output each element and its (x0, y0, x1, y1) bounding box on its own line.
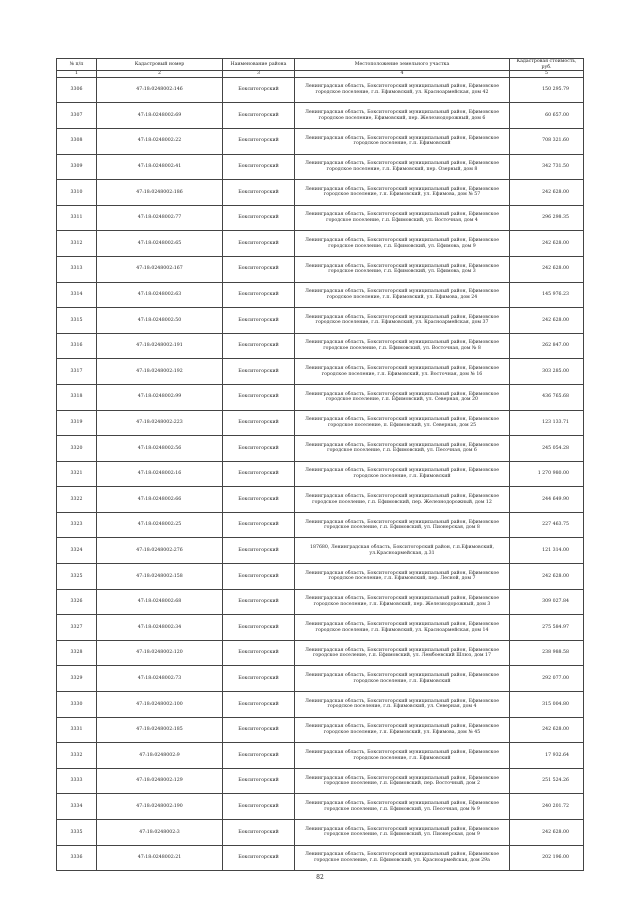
row-number-cell: 3323 (57, 512, 97, 538)
cadastral-number-cell: 47:18:0248002:3 (97, 820, 223, 846)
cadastral-number-cell: 47:18:0248002:63 (97, 282, 223, 308)
index-cell: 2 (97, 71, 223, 78)
cadastral-cost-cell: 708 321.60 (510, 128, 584, 154)
cadastral-cost-cell: 242 628.00 (510, 820, 584, 846)
cadastral-cost-cell: 17 932.64 (510, 743, 584, 769)
cadastral-cost-cell: 309 027.84 (510, 589, 584, 615)
district-cell: Бокситогорский (223, 308, 295, 334)
table-row (57, 205, 584, 231)
cadastral-cost-cell: 227 463.75 (510, 512, 584, 538)
table-row (57, 77, 584, 103)
cadastral-cost-cell: 145 976.23 (510, 282, 584, 308)
location-cell: Ленинградская область, Бокситогорский муниципальный район, Ефимовское городское поселение, г.п. Ефимовский, ул. Ефимова, дом 3 (295, 256, 510, 282)
cadastral-number-cell: 47:18:0248002:158 (97, 564, 223, 590)
location-cell: Ленинградская область, Бокситогорский муниципальный район, Ефимовское городское поселение, г.п. Ефимовский, пер. Озерный, дом 8 (295, 154, 510, 180)
location-cell: Ленинградская область, Бокситогорский муниципальный район, Ефимовское городское поселение, г.п. Ефимовский, ул. Северная, дом 20 (295, 384, 510, 410)
district-cell: Бокситогорский (223, 103, 295, 129)
cadastral-number-cell: 47:18:0248002:223 (97, 410, 223, 436)
table-row (57, 717, 584, 743)
district-cell: Бокситогорский (223, 794, 295, 820)
cadastral-number-cell: 47:18:0248002:66 (97, 487, 223, 513)
cadastral-number-cell: 47:18:0248002:120 (97, 640, 223, 666)
table-row (57, 333, 584, 359)
cadastral-number-cell: 47:18:0248002:100 (97, 692, 223, 718)
header-cell: Кадастровая стоимость, руб. (510, 59, 584, 71)
district-cell: Бокситогорский (223, 717, 295, 743)
cadastral-number-cell: 47:18:0248002:185 (97, 717, 223, 743)
cadastral-number-cell: 47:18:0248002:68 (97, 589, 223, 615)
cadastral-cost-cell: 315 004.80 (510, 692, 584, 718)
row-number-cell: 3316 (57, 333, 97, 359)
location-cell: Ленинградская область, Бокситогорский муниципальный район, Ефимовское городское поселение, г.п. Ефимовский, ул. Ефимова, дом 24 (295, 282, 510, 308)
index-cell: 4 (295, 71, 510, 78)
location-cell: Ленинградская область, Бокситогорский муниципальный район, Ефимовское городское поселение, г.п. Ефимовский, ул. Красноармейская, дом 37 (295, 308, 510, 334)
cadastral-cost-cell: 123 133.71 (510, 410, 584, 436)
row-number-cell: 3318 (57, 384, 97, 410)
district-cell: Бокситогорский (223, 487, 295, 513)
location-cell: Ленинградская область, Бокситогорский муниципальный район, Ефимовское городское поселение, г.п. Ефимовский (295, 461, 510, 487)
table-row (57, 359, 584, 385)
location-cell: Ленинградская область, Бокситогорский муниципальный район, Ефимовское городское поселение, г.п. Ефимовский, ул. Пионерская, дом 9 (295, 820, 510, 846)
cadastral-cost-cell: 238 988.58 (510, 640, 584, 666)
table-row (57, 282, 584, 308)
page-number: 82 (316, 874, 324, 881)
cadastral-number-cell: 47:18:0248002:129 (97, 768, 223, 794)
district-cell: Бокситогорский (223, 436, 295, 462)
row-number-cell: 3310 (57, 180, 97, 206)
table-row (57, 410, 584, 436)
row-number-cell: 3315 (57, 308, 97, 334)
district-cell: Бокситогорский (223, 768, 295, 794)
cadastral-number-cell: 47:18:0248002:77 (97, 205, 223, 231)
index-cell: 1 (57, 71, 97, 78)
location-cell: Ленинградская область, Бокситогорский муниципальный район, Ефимовское городское поселение, г.п. Ефимовский, ул. Восточная, дом № 16 (295, 359, 510, 385)
cadastral-number-cell: 47:18:0248002:192 (97, 359, 223, 385)
district-cell: Бокситогорский (223, 205, 295, 231)
location-cell: Ленинградская область, Бокситогорский муниципальный район, Ефимовское городское поселение, г.п. Ефимовский, ул. Северная, дом 4 (295, 692, 510, 718)
location-cell: 187680, Ленинградская область, Бокситогорский район, г.п.Ефимовский, ул.Красноармейская, д.31 (295, 538, 510, 564)
location-cell: Ленинградская область, Бокситогорский муниципальный район, Ефимовское городское поселение, г.п. Ефимовский, ул. Красноармейская, дом 14 (295, 615, 510, 641)
location-cell: Ленинградская область, Бокситогорский муниципальный район, Ефимовское городское поселение, г.п. Ефимовский, ул. Восточная, дом 4 (295, 205, 510, 231)
district-cell: Бокситогорский (223, 589, 295, 615)
cadastral-number-cell: 47:18:0248002:167 (97, 256, 223, 282)
district-cell: Бокситогорский (223, 615, 295, 641)
table-row (57, 615, 584, 641)
cadastral-cost-cell: 251 524.26 (510, 768, 584, 794)
district-cell: Бокситогорский (223, 820, 295, 846)
table-row (57, 820, 584, 846)
district-cell: Бокситогорский (223, 77, 295, 103)
row-number-cell: 3308 (57, 128, 97, 154)
cadastral-cost-cell: 244 649.90 (510, 487, 584, 513)
row-number-cell: 3311 (57, 205, 97, 231)
table-row (57, 743, 584, 769)
table-row (57, 692, 584, 718)
row-number-cell: 3331 (57, 717, 97, 743)
table-row (57, 461, 584, 487)
row-number-cell: 3327 (57, 615, 97, 641)
cadastral-number-cell: 47:18:0248002:16 (97, 461, 223, 487)
location-cell: Ленинградская область, Бокситогорский муниципальный район, Ефимовское городское поселение, п. Ефимовский, ул. Северная, дом 25 (295, 410, 510, 436)
district-cell: Бокситогорский (223, 410, 295, 436)
location-cell: Ленинградская область, Бокситогорский муниципальный район, Ефимовское городское поселение, г.п. Ефимовский, ул. Ефимова, дом 9 (295, 231, 510, 257)
cadastral-number-cell: 47:18:0248002:190 (97, 794, 223, 820)
cadastral-cost-cell: 275 584.97 (510, 615, 584, 641)
cadastral-cost-cell: 242 628.00 (510, 180, 584, 206)
cadastral-cost-cell: 121 314.00 (510, 538, 584, 564)
table-row (57, 640, 584, 666)
district-cell: Бокситогорский (223, 180, 295, 206)
table-row (57, 128, 584, 154)
row-number-cell: 3332 (57, 743, 97, 769)
district-cell: Бокситогорский (223, 640, 295, 666)
cadastral-cost-cell: 262 847.00 (510, 333, 584, 359)
header-cell: № п/п (57, 59, 97, 71)
index-row (57, 71, 584, 78)
district-cell: Бокситогорский (223, 128, 295, 154)
cadastral-cost-cell: 242 628.00 (510, 564, 584, 590)
location-cell: Ленинградская область, Бокситогорский муниципальный район, Ефимовское городское поселение, г.п. Ефимовский, ул. Песочная, дом № 9 (295, 794, 510, 820)
table-row (57, 436, 584, 462)
cadastral-cost-cell: 342 731.50 (510, 154, 584, 180)
location-cell: Ленинградская область, Бокситогорский муниципальный район, Ефимовское городское поселение, г.п. Ефимовский, ул. Красноармейская, дом 42 (295, 77, 510, 103)
row-number-cell: 3309 (57, 154, 97, 180)
row-number-cell: 3335 (57, 820, 97, 846)
table-row (57, 768, 584, 794)
location-cell: Ленинградская область, Бокситогорский муниципальный район, Ефимовское городское поселение, г.п. Ефимовский, ул. Лембоевский Шлюз, дом 17 (295, 640, 510, 666)
location-cell: Ленинградская область, Бокситогорский муниципальный район, Ефимовское городское поселение, г.п. Ефимовский (295, 128, 510, 154)
table-row (57, 103, 584, 129)
cadastral-number-cell: 47:18:0248002:50 (97, 308, 223, 334)
cadastral-number-cell: 47:18:0248002:69 (97, 103, 223, 129)
header-row (57, 59, 584, 71)
cadastral-cost-cell: 245 054.28 (510, 436, 584, 462)
row-number-cell: 3333 (57, 768, 97, 794)
cadastral-number-cell: 47:18:0248002:276 (97, 538, 223, 564)
row-number-cell: 3336 (57, 845, 97, 871)
header-cell: Местоположение земельного участка (295, 59, 510, 71)
cadastral-number-cell: 47:18:0248002:22 (97, 128, 223, 154)
location-cell: Ленинградская область, Бокситогорский муниципальный район, Ефимовское городское поселение, г.п. Ефимовский, пер. Восточный, дом 2 (295, 768, 510, 794)
cadastral-number-cell: 47:18:0248002:186 (97, 180, 223, 206)
location-cell: Ленинградская область, Бокситогорский муниципальный район, Ефимовское городское поселение, г.п. Ефимовский, пер. Лесной, дом 7 (295, 564, 510, 590)
row-number-cell: 3322 (57, 487, 97, 513)
district-cell: Бокситогорский (223, 538, 295, 564)
cadastral-table (56, 58, 584, 871)
cadastral-number-cell: 47:18:0248002:34 (97, 615, 223, 641)
cadastral-number-cell: 47:18:0248002:99 (97, 384, 223, 410)
cadastral-number-cell: 47:18:0248002:9 (97, 743, 223, 769)
row-number-cell: 3314 (57, 282, 97, 308)
table-row (57, 589, 584, 615)
table-row (57, 845, 584, 871)
row-number-cell: 3306 (57, 77, 97, 103)
table-row (57, 538, 584, 564)
index-cell: 5 (510, 71, 584, 78)
district-cell: Бокситогорский (223, 256, 295, 282)
table-row (57, 794, 584, 820)
cadastral-cost-cell: 202 196.00 (510, 845, 584, 871)
location-cell: Ленинградская область, Бокситогорский муниципальный район, Ефимовское городское поселение, г.п. Ефимовский, пер. Железнодорожный, дом 12 (295, 487, 510, 513)
row-number-cell: 3312 (57, 231, 97, 257)
location-cell: Ленинградская область, Бокситогорский муниципальный район, Ефимовское городское поселение, г.п. Ефимовский, ул. Пионерская, дом 8 (295, 512, 510, 538)
cadastral-cost-cell: 242 628.00 (510, 717, 584, 743)
cadastral-cost-cell: 436 765.68 (510, 384, 584, 410)
row-number-cell: 3320 (57, 436, 97, 462)
table-row (57, 180, 584, 206)
cadastral-cost-cell: 60 657.00 (510, 103, 584, 129)
cadastral-cost-cell: 242 628.00 (510, 308, 584, 334)
district-cell: Бокситогорский (223, 461, 295, 487)
cadastral-number-cell: 47:18:0248002:41 (97, 154, 223, 180)
district-cell: Бокситогорский (223, 666, 295, 692)
district-cell: Бокситогорский (223, 692, 295, 718)
row-number-cell: 3330 (57, 692, 97, 718)
table-row (57, 308, 584, 334)
district-cell: Бокситогорский (223, 564, 295, 590)
cadastral-cost-cell: 303 285.00 (510, 359, 584, 385)
cadastral-cost-cell: 296 298.35 (510, 205, 584, 231)
header-cell: Наименование района (223, 59, 295, 71)
row-number-cell: 3319 (57, 410, 97, 436)
table-row (57, 666, 584, 692)
location-cell: Ленинградская область, Бокситогорский муниципальный район, Ефимовское городское поселение, г.п. Ефимовский, ул. Песочная, дом 6 (295, 436, 510, 462)
table-row (57, 384, 584, 410)
cadastral-cost-cell: 1 270 980.00 (510, 461, 584, 487)
cadastral-number-cell: 47:18:0248002:191 (97, 333, 223, 359)
cadastral-cost-cell: 242 628.00 (510, 231, 584, 257)
row-number-cell: 3317 (57, 359, 97, 385)
row-number-cell: 3329 (57, 666, 97, 692)
district-cell: Бокситогорский (223, 743, 295, 769)
table-row (57, 256, 584, 282)
district-cell: Бокситогорский (223, 845, 295, 871)
district-cell: Бокситогорский (223, 384, 295, 410)
row-number-cell: 3321 (57, 461, 97, 487)
cadastral-number-cell: 47:18:0248002:73 (97, 666, 223, 692)
cadastral-cost-cell: 242 628.00 (510, 256, 584, 282)
location-cell: Ленинградская область, Бокситогорский муниципальный район, Ефимовское городское поселение, г.п. Ефимовский (295, 666, 510, 692)
district-cell: Бокситогорский (223, 231, 295, 257)
cadastral-number-cell: 47:18:0248002:21 (97, 845, 223, 871)
cadastral-number-cell: 47:18:0248002:25 (97, 512, 223, 538)
document-page (56, 58, 583, 871)
row-number-cell: 3313 (57, 256, 97, 282)
row-number-cell: 3328 (57, 640, 97, 666)
location-cell: Ленинградская область, Бокситогорский муниципальный район, Ефимовское городское поселение, г.п. Ефимовский, ул. Восточная, дом № 8 (295, 333, 510, 359)
location-cell: Ленинградская область, Бокситогорский муниципальный район, Ефимовское городское поселение, г.п. Ефимовский, пер. Железнодорожный, дом 3 (295, 589, 510, 615)
table-row (57, 487, 584, 513)
location-cell: Ленинградская область, Бокситогорский муниципальный район, Ефимовское городское поселение, г.п. Ефимовский (295, 743, 510, 769)
index-cell: 3 (223, 71, 295, 78)
row-number-cell: 3325 (57, 564, 97, 590)
cadastral-cost-cell: 292 077.00 (510, 666, 584, 692)
row-number-cell: 3307 (57, 103, 97, 129)
cadastral-number-cell: 47:18:0248002:146 (97, 77, 223, 103)
cadastral-number-cell: 47:18:0248002:56 (97, 436, 223, 462)
row-number-cell: 3334 (57, 794, 97, 820)
cadastral-cost-cell: 150 295.79 (510, 77, 584, 103)
district-cell: Бокситогорский (223, 512, 295, 538)
location-cell: Ленинградская область, Бокситогорский муниципальный район, Ефимовское городское поселение, г.п. Ефимовский, ул. Красноармейская, дом 29а (295, 845, 510, 871)
district-cell: Бокситогорский (223, 154, 295, 180)
row-number-cell: 3326 (57, 589, 97, 615)
row-number-cell: 3324 (57, 538, 97, 564)
district-cell: Бокситогорский (223, 333, 295, 359)
district-cell: Бокситогорский (223, 359, 295, 385)
location-cell: Ленинградская область, Бокситогорский муниципальный район, Ефимовское городское поселение, г.п. Ефимовский, ул. Ефимова, дом № 45 (295, 717, 510, 743)
header-cell: Кадастровый номер (97, 59, 223, 71)
district-cell: Бокситогорский (223, 282, 295, 308)
location-cell: Ленинградская область, Бокситогорский муниципальный район, Ефимовское городское поселение, г.п. Ефимовский, ул. Ефимова, дом № 57 (295, 180, 510, 206)
table-row (57, 154, 584, 180)
location-cell: Ленинградская область, Бокситогорский муниципальный район, Ефимовское городское поселение, Ефимовский, пер. Железнодорожный, дом 6 (295, 103, 510, 129)
cadastral-cost-cell: 240 201.72 (510, 794, 584, 820)
cadastral-number-cell: 47:18:0248002:65 (97, 231, 223, 257)
table-row (57, 512, 584, 538)
table-row (57, 231, 584, 257)
table-row (57, 564, 584, 590)
